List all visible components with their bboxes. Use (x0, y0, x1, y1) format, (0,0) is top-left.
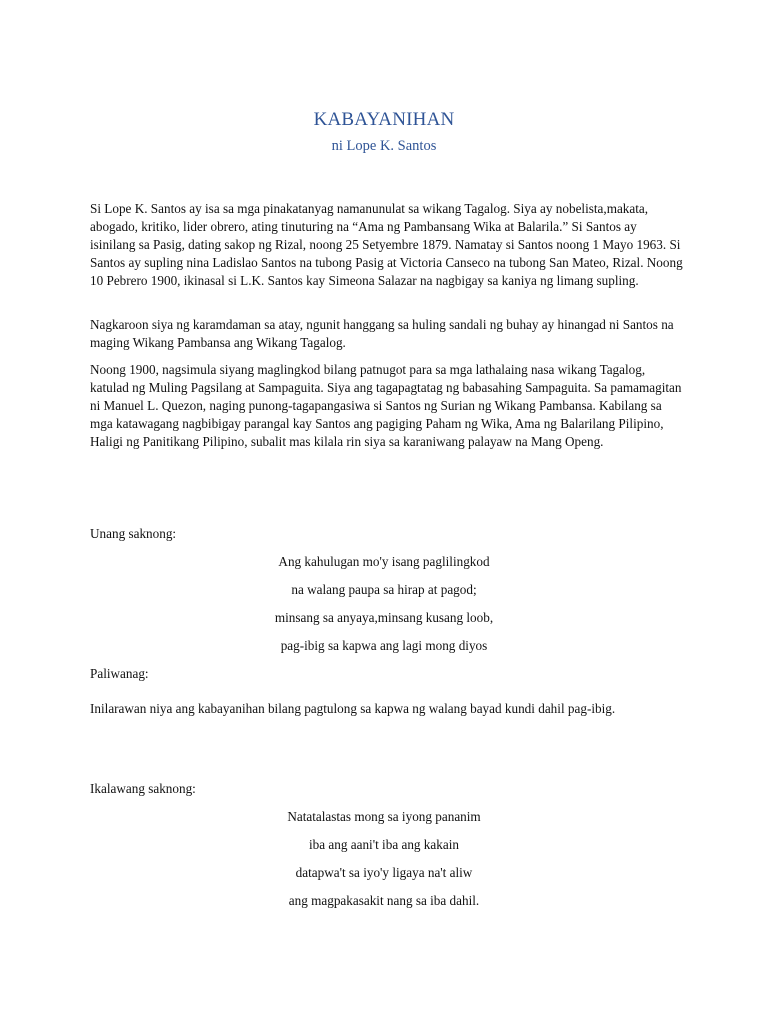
stanza2-line: ang magpakasakit nang sa iba dahil. (288, 893, 480, 908)
explanation-label: Paliwanag: (90, 666, 149, 681)
stanza1-label: Unang saknong: (90, 526, 177, 541)
paragraph-career: Noong 1900, nagsimula siyang maglingkod bilang patnugot para sa mga lathalaing nasa wikang Tagalog, katulad ng Muling Pagsilang at Sampaguita. Siya ang tagapagtatag ng babasahing Sampaguita. Sa pamamagitan ni Manuel L. Quezon, naging punong-tagapangasiwa si Santos ng Surian ng Wikang Pambansa. Kabilang sa mga katawagang nagbibigay parangal kay Santos ang pagiging Paham ng Wika, Ama ng Balarilang Pilipino, Haligi ng Panitikang Pilipino, subalit mas kilala rin siya sa karaniwang palayaw na Mang Openg. (90, 362, 682, 449)
stanza1-line: minsang sa anyaya,minsang kusang loob, (274, 610, 494, 625)
document-title: KABAYANIHAN (313, 109, 455, 130)
paragraph-illness: Nagkaroon siya ng karamdaman sa atay, ngunit hanggang sa huling sandali ng buhay ay hinangad ni Santos na maging Wikang Pambansa ang Wikang Tagalog. (90, 317, 674, 350)
stanza2-line: iba ang aani't iba ang kakain (309, 837, 459, 852)
stanza2-label: Ikalawang saknong: (90, 781, 196, 796)
stanza2-line: Natatalastas mong sa iyong pananim (287, 809, 481, 824)
document-author: ni Lope K. Santos (331, 138, 437, 154)
stanza1-line: na walang paupa sa hirap at pagod; (291, 582, 477, 597)
explanation-text: Inilarawan niya ang kabayanihan bilang pagtulong sa kapwa ng walang bayad kundi dahil pag-ibig. (90, 701, 616, 716)
stanza2-line: datapwa't sa iyo'y ligaya na't aliw (295, 865, 473, 880)
paragraph-biography: Si Lope K. Santos ay isa sa mga pinakatanyag namanunulat sa wikang Tagalog. Siya ay nobelista,makata, abogado, kritiko, lider obrero, ating tinuturing na “Ama ng Pambansang Wika at Balarila.” Si Santos ay isinilang sa Pasig, dating sakop ng Rizal, noong 25 Setyembre 1879. Namatay si Santos noong 1 Mayo 1963. Si Santos ay supling nina Ladislao Santos na tubong Pasig at Victoria Canseco na tubong San Mateo, Rizal. Noong 10 Pebrero 1900, ikinasal si L.K. Santos kay Simeona Salazar na nagbigay sa kaniya ng limang supling. (90, 201, 683, 288)
stanza1-line: Ang kahulugan mo'y isang paglilingkod (278, 554, 490, 569)
stanza1-line: pag-ibig sa kapwa ang lagi mong diyos (280, 638, 488, 653)
